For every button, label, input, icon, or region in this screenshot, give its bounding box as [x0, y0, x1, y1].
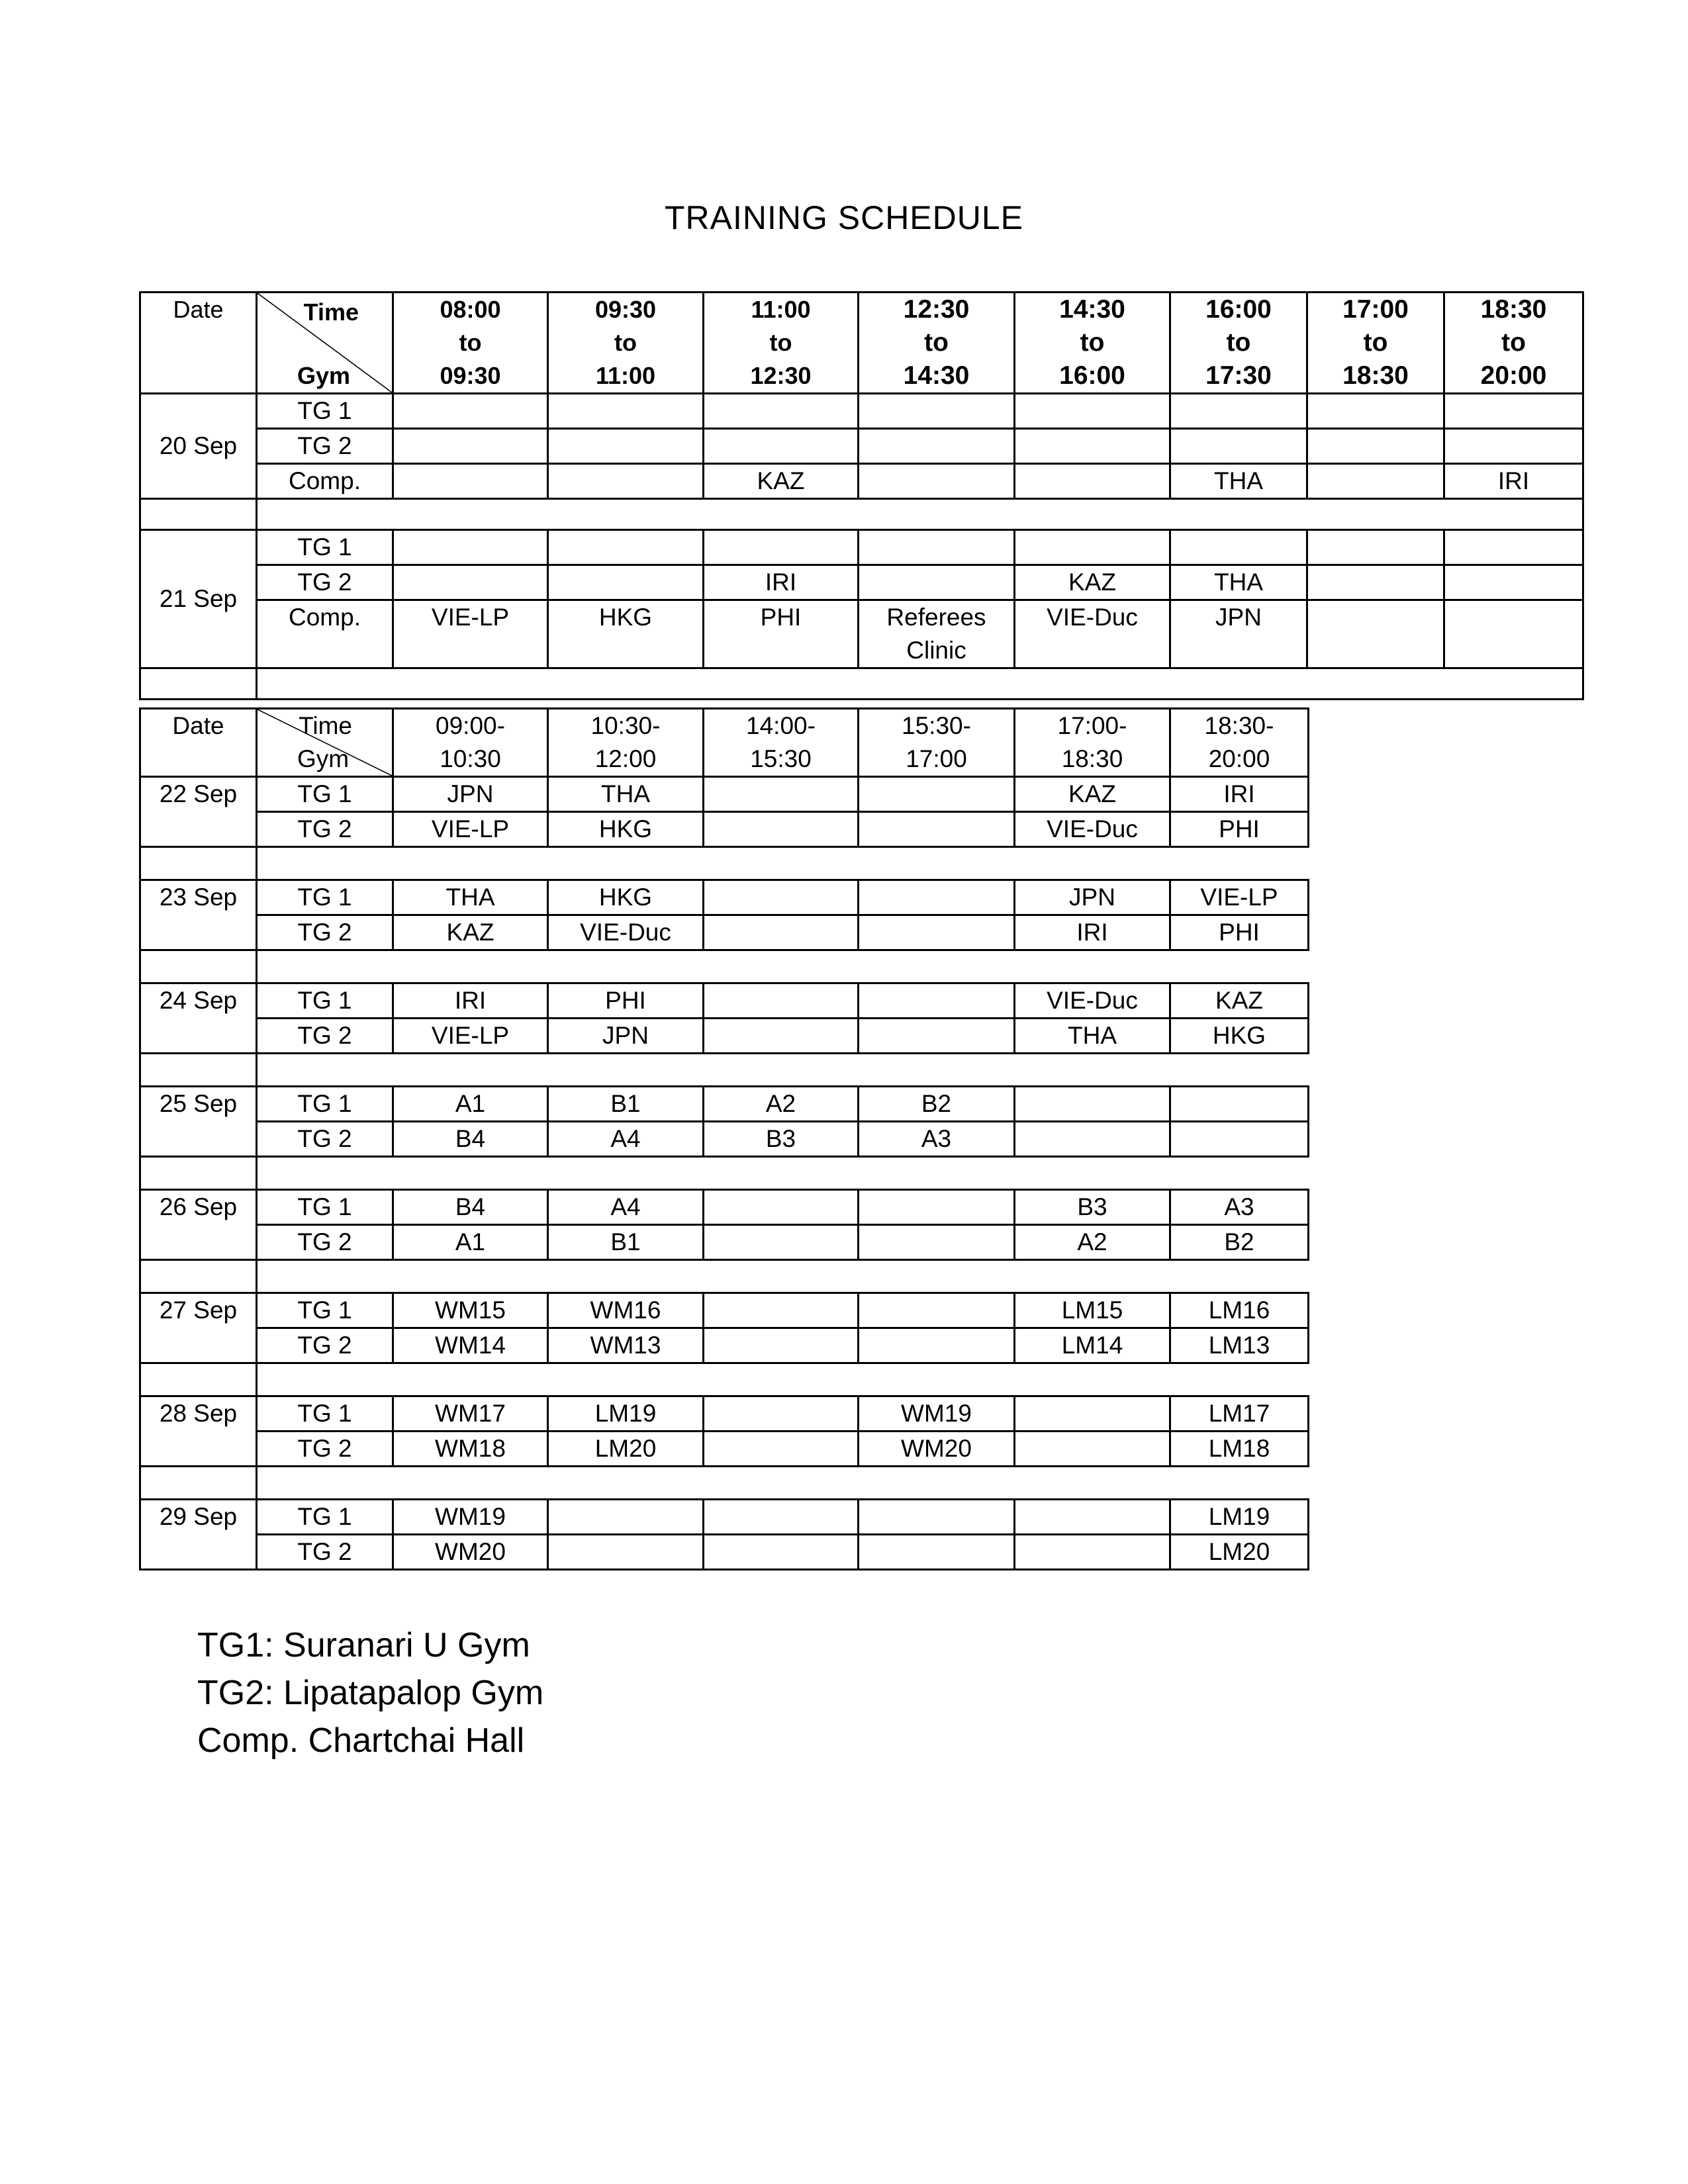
time-slot-header: 17:00- 18:30: [1015, 709, 1170, 777]
schedule-cell: VIE-LP: [393, 600, 548, 668]
schedule-cell: [859, 1019, 1015, 1054]
schedule-cell: [1015, 1432, 1170, 1467]
spacer-row: [140, 847, 1309, 880]
gym-cell: TG 1: [257, 777, 393, 812]
time-header-label: Time: [303, 298, 359, 326]
schedule-cell: A3: [1170, 1190, 1309, 1225]
gym-cell: TG 2: [257, 1019, 393, 1054]
schedule-cell: [704, 1225, 859, 1260]
time-slot-line: 09:30: [440, 362, 501, 389]
schedule-cell: [704, 983, 859, 1019]
schedule-cell: [704, 812, 859, 847]
spacer-row: [140, 1157, 1309, 1190]
schedule-cell: VIE-LP: [1170, 880, 1309, 915]
schedule-cell: [1015, 394, 1170, 429]
date-cell: 24 Sep: [140, 983, 257, 1054]
schedule-cell: VIE-Duc: [548, 915, 704, 950]
schedule-cell: THA: [548, 777, 704, 812]
schedule-cell: THA: [1015, 1019, 1170, 1054]
schedule-cell: [704, 1328, 859, 1363]
time-slot-line: 14:30: [1059, 295, 1125, 324]
gym-cell: TG 2: [257, 1432, 393, 1467]
time-slot-header: [704, 293, 859, 394]
schedule-cell: [859, 1328, 1015, 1363]
schedule-cell: [1170, 1122, 1309, 1157]
schedule-cell: B3: [1015, 1190, 1170, 1225]
schedule-cell: HKG: [548, 812, 704, 847]
schedule-cell: A4: [548, 1190, 704, 1225]
schedule-cell: IRI: [393, 983, 548, 1019]
schedule-cell: [548, 429, 704, 464]
time-slot-header: [393, 293, 548, 394]
schedule-cell: LM20: [548, 1432, 704, 1467]
schedule-cell: IRI: [704, 565, 859, 600]
time-slot-line: 11:00: [751, 296, 811, 323]
spacer-row: [140, 499, 1583, 530]
schedule-cell: A3: [859, 1122, 1015, 1157]
schedule-cell: WM16: [548, 1293, 704, 1328]
table-row: [140, 880, 1309, 915]
time-gym-header-cell: [257, 293, 393, 394]
schedule-cell: [1015, 1500, 1170, 1535]
table-row: [140, 1535, 1309, 1570]
time-slot-header: 15:30- 17:00: [859, 709, 1015, 777]
time-gym-header-cell: [257, 709, 393, 777]
spacer-cell: [257, 847, 1309, 880]
schedule-cell: A4: [548, 1122, 704, 1157]
spacer-cell: [140, 1054, 257, 1087]
schedule-cell: JPN: [393, 777, 548, 812]
schedule-cell: [1015, 1396, 1170, 1432]
time-slot-line: to: [769, 329, 792, 356]
table-row: [140, 1328, 1309, 1363]
schedule-cell: PHI: [1170, 915, 1309, 950]
schedule-cell: WM20: [393, 1535, 548, 1570]
schedule-cell: [1015, 464, 1170, 499]
schedule-cell: WM17: [393, 1396, 548, 1432]
schedule-cell: [1015, 1087, 1170, 1122]
table-row: [140, 1293, 1309, 1328]
time-slot-line: 17:00: [1342, 295, 1409, 324]
gym-cell: TG 1: [257, 530, 393, 565]
gym-cell: TG 2: [257, 812, 393, 847]
schedule-cell: [859, 394, 1015, 429]
spacer-cell: [257, 668, 1583, 700]
time-slot-line: to: [459, 329, 482, 356]
schedule-cell: [548, 464, 704, 499]
spacer-cell: [140, 1363, 257, 1396]
spacer-row: [140, 1054, 1309, 1087]
spacer-cell: [140, 847, 257, 880]
date-cell: 20 Sep: [140, 394, 257, 499]
schedule-cell: [704, 880, 859, 915]
spacer-cell: [140, 1260, 257, 1293]
spacer-row: [140, 1467, 1309, 1500]
schedule-cell: [1307, 429, 1444, 464]
schedule-cell: [704, 429, 859, 464]
schedule-cell: VIE-LP: [393, 812, 548, 847]
schedule-cell: [1444, 565, 1583, 600]
schedule-cell: KAZ: [1015, 777, 1170, 812]
schedule-cell: [704, 394, 859, 429]
schedule-cell: LM14: [1015, 1328, 1170, 1363]
schedule-cell: [1444, 530, 1583, 565]
schedule-cell: KAZ: [1170, 983, 1309, 1019]
time-slot-header: [859, 293, 1015, 394]
spacer-row: [140, 950, 1309, 983]
schedule-cell: [1444, 429, 1583, 464]
schedule-cell: [393, 394, 548, 429]
schedule-cell: [393, 565, 548, 600]
legend-tg1: TG1: Suranari U Gym: [197, 1626, 530, 1664]
schedule-cell: [704, 1500, 859, 1535]
schedule-cell: LM16: [1170, 1293, 1309, 1328]
schedule-cell: [1444, 394, 1583, 429]
table-row: [140, 1190, 1309, 1225]
gym-cell: TG 2: [257, 915, 393, 950]
time-slot-line: 11:00: [595, 362, 656, 389]
spacer-row: [140, 1363, 1309, 1396]
time-slot-line: 18:30: [1480, 295, 1547, 324]
time-slot-header: [1307, 293, 1444, 394]
date-cell: 25 Sep: [140, 1087, 257, 1157]
gym-legend: [197, 1621, 543, 1764]
schedule-cell: KAZ: [393, 915, 548, 950]
schedule-cell: [548, 565, 704, 600]
time-slot-line: 18:30: [1342, 361, 1409, 390]
time-slot-line: 17:30: [1205, 361, 1272, 390]
schedule-cell: [1170, 530, 1307, 565]
time-slot-header: [1170, 293, 1307, 394]
time-slot-line: to: [924, 328, 949, 357]
table-row: [140, 565, 1583, 600]
schedule-cell: [859, 1225, 1015, 1260]
table-row: [140, 1500, 1309, 1535]
schedule-cell: HKG: [548, 880, 704, 915]
table-row: [140, 1122, 1309, 1157]
schedule-cell: VIE-Duc: [1015, 600, 1170, 668]
schedule-cell: [704, 1535, 859, 1570]
schedule-cell: [704, 1396, 859, 1432]
spacer-row: [140, 668, 1583, 700]
schedule-cell: [548, 1500, 704, 1535]
gym-cell: TG 1: [257, 394, 393, 429]
time-slot-line: to: [614, 329, 637, 356]
table-row: [140, 1019, 1309, 1054]
schedule-cell: [859, 530, 1015, 565]
schedule-cell: [1307, 600, 1444, 668]
schedule-cell: IRI: [1444, 464, 1583, 499]
spacer-cell: [257, 1467, 1309, 1500]
time-slot-header: 14:00- 15:30: [704, 709, 859, 777]
table-row: [140, 464, 1583, 499]
schedule-cell: A1: [393, 1225, 548, 1260]
schedule-cell: [704, 777, 859, 812]
spacer-cell: [140, 1157, 257, 1190]
gym-cell: TG 1: [257, 880, 393, 915]
time-slot-line: 09:30: [594, 296, 657, 323]
schedule-cell: VIE-LP: [393, 1019, 548, 1054]
legend-comp: Comp. Chartchai Hall: [197, 1721, 525, 1760]
schedule-cell: IRI: [1015, 915, 1170, 950]
schedule-cell: [1015, 1535, 1170, 1570]
schedule-cell: [1307, 394, 1444, 429]
date-header-cell: Date: [140, 293, 257, 394]
schedule-cell: VIE-Duc: [1015, 812, 1170, 847]
schedule-cell: WM15: [393, 1293, 548, 1328]
time-slot-line: to: [1363, 328, 1388, 357]
schedule-cell: [859, 777, 1015, 812]
schedule-cell: VIE-Duc: [1015, 983, 1170, 1019]
gym-cell: Comp.: [257, 464, 393, 499]
spacer-cell: [257, 1260, 1309, 1293]
schedule-cell: [1170, 1087, 1309, 1122]
schedule-cell: A2: [1015, 1225, 1170, 1260]
schedule-cell: [1307, 464, 1444, 499]
spacer-cell: [140, 668, 257, 700]
gym-cell: TG 2: [257, 1225, 393, 1260]
schedule-cell: [859, 1293, 1015, 1328]
schedule-cell: WM18: [393, 1432, 548, 1467]
schedule-cell: B2: [859, 1087, 1015, 1122]
header-row: [140, 293, 1583, 394]
gym-cell: TG 2: [257, 1535, 393, 1570]
schedule-cell: [704, 1293, 859, 1328]
schedule-cell: WM20: [859, 1432, 1015, 1467]
schedule-cell: Referees Clinic: [859, 600, 1015, 668]
time-slot-header: 18:30- 20:00: [1170, 709, 1309, 777]
schedule-cell: [1015, 530, 1170, 565]
schedule-cell: B3: [704, 1122, 859, 1157]
gym-cell: TG 1: [257, 1190, 393, 1225]
table-row: [140, 915, 1309, 950]
time-header-label: Time: [299, 712, 352, 739]
gym-header-label: Gym: [297, 362, 351, 389]
schedule-cell: LM19: [548, 1396, 704, 1432]
table-row: [140, 429, 1583, 464]
schedule-cell: [1444, 600, 1583, 668]
schedule-cell: [859, 915, 1015, 950]
time-slot-line: to: [1501, 328, 1526, 357]
schedule-cell: [859, 429, 1015, 464]
schedule-cell: [1015, 1122, 1170, 1157]
schedule-cell: [548, 1535, 704, 1570]
schedule-cell: [548, 394, 704, 429]
schedule-cell: LM17: [1170, 1396, 1309, 1432]
gym-cell: Comp.: [257, 600, 393, 668]
schedule-cell: [704, 1190, 859, 1225]
time-slot-line: to: [1080, 328, 1105, 357]
schedule-cell: [1170, 429, 1307, 464]
schedule-cell: [1307, 530, 1444, 565]
time-slot-header: 10:30- 12:00: [548, 709, 704, 777]
time-slot-header: [1444, 293, 1583, 394]
spacer-cell: [140, 1467, 257, 1500]
spacer-row: [140, 1260, 1309, 1293]
schedule-cell: [859, 983, 1015, 1019]
schedule-cell: WM19: [859, 1396, 1015, 1432]
time-slot-line: 08:00: [440, 296, 501, 323]
gym-cell: TG 1: [257, 1293, 393, 1328]
gym-cell: TG 1: [257, 1396, 393, 1432]
header-row: [140, 709, 1309, 777]
table-row: [140, 1432, 1309, 1467]
gym-cell: TG 1: [257, 1087, 393, 1122]
schedule-cell: THA: [393, 880, 548, 915]
date-cell: 27 Sep: [140, 1293, 257, 1363]
schedule-cell: THA: [1170, 565, 1307, 600]
schedule-cell: [1170, 394, 1307, 429]
schedule-cell: [704, 530, 859, 565]
schedule-cell: JPN: [1015, 880, 1170, 915]
time-slot-line: 14:30: [903, 361, 970, 390]
schedule-cell: KAZ: [704, 464, 859, 499]
schedule-cell: THA: [1170, 464, 1307, 499]
date-cell: 26 Sep: [140, 1190, 257, 1260]
gym-cell: TG 2: [257, 565, 393, 600]
table-row: [140, 530, 1583, 565]
schedule-cell: IRI: [1170, 777, 1309, 812]
schedule-cell: [704, 915, 859, 950]
schedule-cell: [704, 1432, 859, 1467]
schedule-cell: [859, 1190, 1015, 1225]
schedule-cell: [859, 812, 1015, 847]
schedule-cell: PHI: [704, 600, 859, 668]
gym-header-label: Gym: [297, 745, 350, 772]
time-slot-header: 09:00- 10:30: [393, 709, 548, 777]
schedule-cell: WM14: [393, 1328, 548, 1363]
schedule-cell: [704, 1019, 859, 1054]
table-row: [140, 1225, 1309, 1260]
page-title: TRAINING SCHEDULE: [664, 199, 1024, 236]
schedule-cell: B2: [1170, 1225, 1309, 1260]
table-row: [140, 812, 1309, 847]
schedule-table-2: [139, 707, 1309, 1570]
schedule-cell: [393, 429, 548, 464]
date-header-cell: Date: [140, 709, 257, 777]
schedule-cell: LM19: [1170, 1500, 1309, 1535]
schedule-cell: PHI: [548, 983, 704, 1019]
table-row: [140, 1396, 1309, 1432]
schedule-cell: WM19: [393, 1500, 548, 1535]
schedule-cell: [548, 530, 704, 565]
schedule-cell: [859, 1535, 1015, 1570]
time-slot-line: 12:30: [750, 362, 812, 389]
schedule-cell: LM20: [1170, 1535, 1309, 1570]
time-slot-line: 20:00: [1480, 361, 1547, 390]
schedule-cell: JPN: [1170, 600, 1307, 668]
time-slot-line: 12:30: [903, 295, 970, 324]
time-slot-header: [1015, 293, 1170, 394]
schedule-cell: A2: [704, 1087, 859, 1122]
time-slot-line: 16:00: [1205, 295, 1272, 324]
gym-cell: TG 2: [257, 1122, 393, 1157]
schedule-cell: LM15: [1015, 1293, 1170, 1328]
schedule-cell: B4: [393, 1190, 548, 1225]
table-row: [140, 600, 1583, 668]
spacer-cell: [257, 950, 1309, 983]
schedule-cell: PHI: [1170, 812, 1309, 847]
legend-tg2: TG2: Lipatapalop Gym: [197, 1674, 544, 1712]
schedule-cell: B4: [393, 1122, 548, 1157]
schedule-cell: WM13: [548, 1328, 704, 1363]
gym-cell: TG 1: [257, 1500, 393, 1535]
schedule-cell: [393, 530, 548, 565]
schedule-cell: KAZ: [1015, 565, 1170, 600]
gym-cell: TG 2: [257, 1328, 393, 1363]
spacer-cell: [257, 1363, 1309, 1396]
spacer-cell: [257, 1054, 1309, 1087]
date-cell: 23 Sep: [140, 880, 257, 950]
schedule-cell: [393, 464, 548, 499]
date-cell: 22 Sep: [140, 777, 257, 847]
date-cell: 29 Sep: [140, 1500, 257, 1570]
schedule-cell: B1: [548, 1087, 704, 1122]
schedule-cell: HKG: [1170, 1019, 1309, 1054]
schedule-table-1: [139, 291, 1584, 700]
time-slot-line: to: [1226, 328, 1251, 357]
table-row: [140, 777, 1309, 812]
time-slot-line: 16:00: [1059, 361, 1125, 390]
schedule-cell: [1015, 429, 1170, 464]
spacer-cell: [140, 950, 257, 983]
schedule-cell: B1: [548, 1225, 704, 1260]
schedule-cell: [859, 1500, 1015, 1535]
spacer-cell: [257, 499, 1583, 530]
schedule-cell: [859, 565, 1015, 600]
table-row: [140, 1087, 1309, 1122]
schedule-cell: [1307, 565, 1444, 600]
schedule-cell: JPN: [548, 1019, 704, 1054]
schedule-cell: A1: [393, 1087, 548, 1122]
date-cell: 28 Sep: [140, 1396, 257, 1467]
gym-cell: TG 1: [257, 983, 393, 1019]
schedule-cell: [859, 880, 1015, 915]
spacer-cell: [257, 1157, 1309, 1190]
schedule-cell: LM18: [1170, 1432, 1309, 1467]
time-slot-header: [548, 293, 704, 394]
table-row: [140, 394, 1583, 429]
gym-cell: TG 2: [257, 429, 393, 464]
schedule-cell: HKG: [548, 600, 704, 668]
spacer-cell: [140, 499, 257, 530]
schedule-cell: LM13: [1170, 1328, 1309, 1363]
date-cell: 21 Sep: [140, 530, 257, 668]
table-row: [140, 983, 1309, 1019]
schedule-cell: [859, 464, 1015, 499]
